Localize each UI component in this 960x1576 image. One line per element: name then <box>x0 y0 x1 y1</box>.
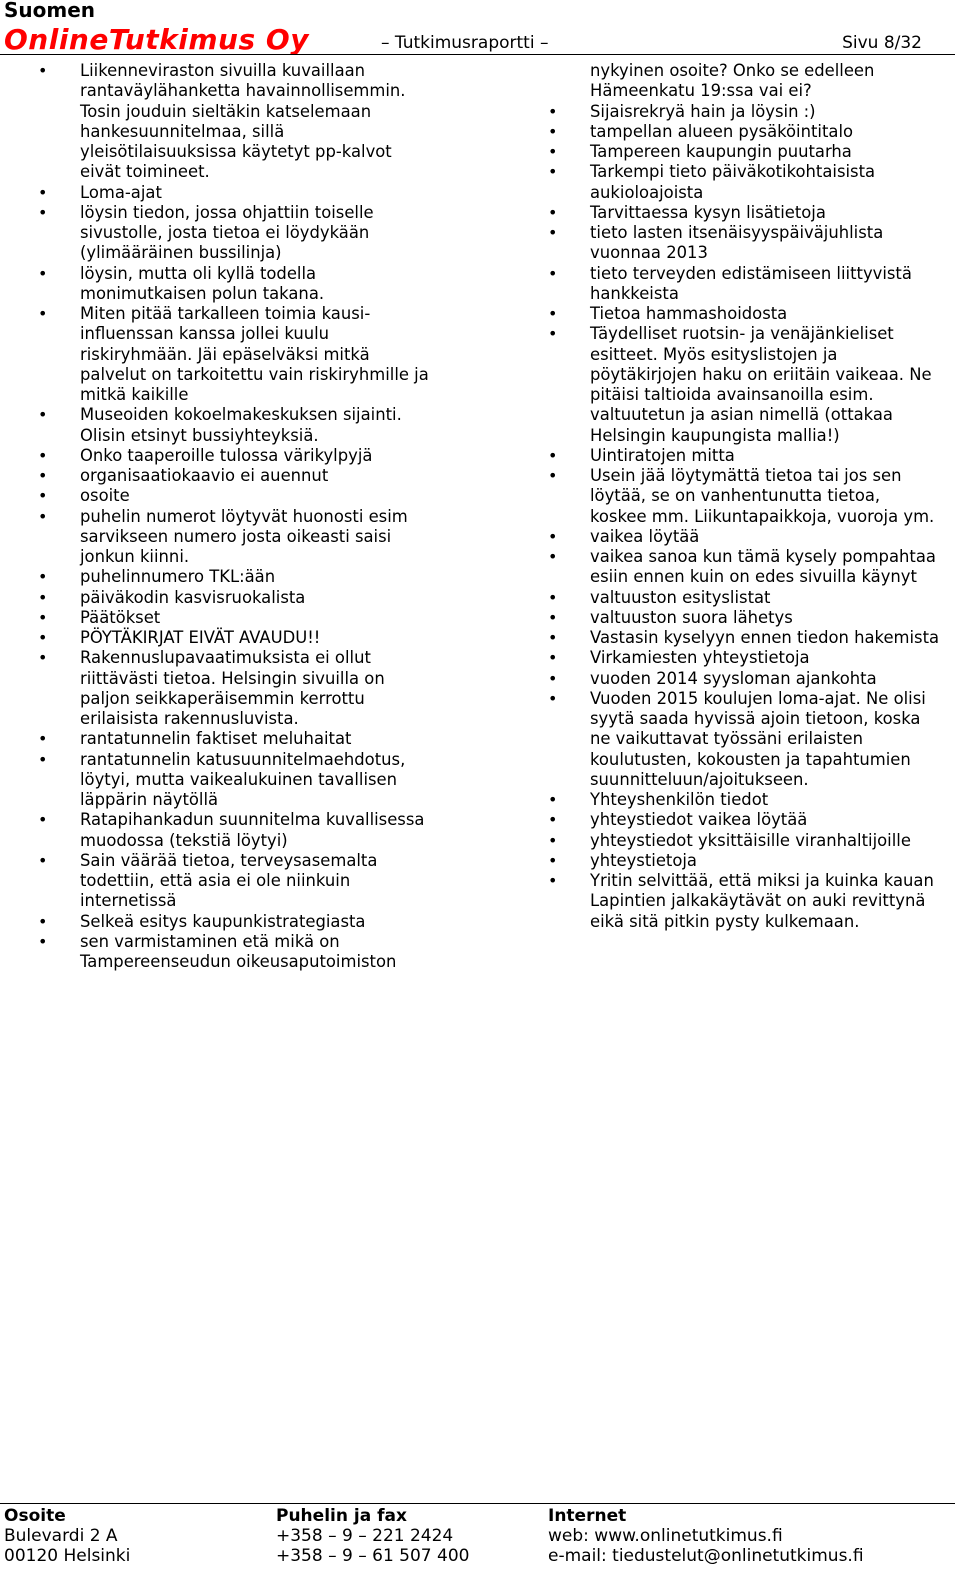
list-item-text-line: Tietoa hammashoidosta <box>590 304 788 323</box>
list-item <box>510 608 960 628</box>
list-item <box>510 689 960 790</box>
list-item-text-line: Yhteyshenkilön tiedot <box>590 790 769 809</box>
bullet-icon: • <box>38 628 48 647</box>
bullet-icon: • <box>548 810 558 830</box>
bullet-icon: • <box>548 790 558 809</box>
footer-email-link[interactable]: e-mail: tiedustelut@onlinetutkimus.fi <box>548 1546 864 1566</box>
list-item <box>0 567 480 587</box>
list-item <box>0 304 480 405</box>
list-item-text-line: Yritin selvittää, että miksi ja kuinka kauan <box>590 871 934 890</box>
list-item <box>0 750 480 811</box>
footer-address-heading: Osoite <box>4 1506 66 1526</box>
list-item-text-line: päiväkodin kasvisruokalista <box>80 587 306 607</box>
list-item <box>0 183 480 203</box>
list-item <box>510 669 960 689</box>
bullet-icon: • <box>548 445 558 465</box>
list-item-text-line: Tampereenseudun oikeusaputoimiston <box>80 952 397 971</box>
list-item-text-line: todettiin, että asia ei ole niinkuin <box>80 871 351 890</box>
list-item <box>510 162 960 203</box>
footer-internet <box>548 1506 864 1566</box>
bullet-icon: • <box>38 749 48 769</box>
list-item-text-line: (ylimääräinen bussilinja) <box>80 243 282 263</box>
bullet-icon: • <box>38 182 48 202</box>
list-item <box>0 932 480 973</box>
list-item-text-line: vaikea löytää <box>590 526 700 546</box>
list-item <box>510 446 960 466</box>
list-item-text-line: syytä saada hyvissä ajoin tietoon, koska <box>590 709 921 728</box>
bullet-icon: • <box>38 263 48 283</box>
bullet-icon: • <box>548 830 558 850</box>
bullet-icon: • <box>38 931 48 951</box>
bullet-icon: • <box>38 466 48 485</box>
list-item <box>510 324 960 446</box>
list-item-text-line: sen varmistaminen etä mikä on <box>80 931 340 951</box>
footer-phone-line: +358 – 9 – 221 2424 <box>276 1526 454 1546</box>
list-item-text-line: Loma-ajat <box>80 182 162 202</box>
list-item-text-line: Päätökset <box>80 607 161 627</box>
list-item <box>510 831 960 851</box>
list-item-text-line: sarvikseen numero josta oikeasti saisi <box>80 526 392 546</box>
list-item-text-line: valtuuston suora lähetys <box>590 607 793 627</box>
list-item-text-line: puhelinnumero TKL:ään <box>80 567 276 587</box>
footer-phone-heading: Puhelin ja fax <box>276 1506 407 1526</box>
list-item-text-line: tieto terveyden edistämiseen liittyvistä <box>590 263 912 283</box>
list-item <box>510 588 960 608</box>
list-item-text-line: tieto lasten itsenäisyyspäiväjuhlista <box>590 223 884 242</box>
list-item-text-line: esiin ennen kuin on edes sivuilla käynyt <box>590 567 917 587</box>
list-item-text-line: vuoden 2014 syysloman ajankohta <box>590 668 877 688</box>
list-item-text-line: Miten pitää tarkalleen toimia kausi- <box>80 304 371 323</box>
list-item <box>510 304 960 324</box>
list-item-text-line: rantatunnelin faktiset meluhaitat <box>80 729 352 749</box>
bullet-icon: • <box>38 202 48 222</box>
list-item <box>510 122 960 142</box>
bullet-icon: • <box>38 607 48 627</box>
list-item <box>0 851 480 912</box>
list-item <box>0 912 480 932</box>
list-item-text-line: Vuoden 2015 koulujen loma-ajat. Ne olisi <box>590 688 926 708</box>
list-item-text-line: suunnitteluun/ajoitukseen. <box>590 769 809 789</box>
bullet-icon: • <box>548 871 558 890</box>
list-item-text-line: Sain väärää tietoa, terveysasemalta <box>80 850 378 870</box>
bullet-icon: • <box>548 162 558 182</box>
list-item-text-line: Onko taaperoille tulossa värikylpyjä <box>80 445 373 465</box>
list-item <box>0 446 480 466</box>
bullet-icon: • <box>38 304 48 323</box>
list-item-text-line: yleisötilaisuuksissa käytetyt pp-kalvot <box>80 142 392 161</box>
list-item-text-line: sivustolle, josta tietoa ei löydykään <box>80 223 370 242</box>
list-item-text-line: hankesuunnitelmaa, sillä <box>80 121 285 141</box>
list-item-text-line: PÖYTÄKIRJAT EIVÄT AVAUDU!! <box>80 628 321 647</box>
bullet-icon: • <box>548 850 558 870</box>
list-item-text-line: Tampereen kaupungin puutarha <box>590 142 852 161</box>
list-item <box>0 61 480 183</box>
list-item-text-line: yhteystietoja <box>590 850 697 870</box>
list-item <box>510 527 960 547</box>
list-item <box>0 810 480 851</box>
list-item-text-line: pitäisi taltioida avainsanoilla esim. <box>590 385 874 404</box>
list-item-text-line: Sijaisrekryä hain ja löysin :) <box>590 101 816 121</box>
list-item-text-line: Virkamiesten yhteystietoja <box>590 648 810 668</box>
list-item-text-line: vaikea sanoa kun tämä kysely pompahtaa <box>590 547 936 566</box>
bullet-icon: • <box>38 648 48 668</box>
list-item-text-line: paljon seikkaperäisemmin kerrottu <box>80 688 365 708</box>
bullet-icon: • <box>38 405 48 425</box>
list-item-text-line: mitkä kaikille <box>80 385 189 404</box>
list-item <box>510 810 960 830</box>
list-item-text-line: esitteet. Myös esityslistojen ja <box>590 344 838 364</box>
list-item-text-line: Lapintien jalkakäytävät on auki revittynä <box>590 891 926 911</box>
bullet-icon: • <box>38 810 48 830</box>
footer-address <box>4 1506 130 1566</box>
list-item-text-line: vuonnaa 2013 <box>590 243 708 263</box>
bullet-icon: • <box>38 506 48 526</box>
list-item-text-line: Ratapihankadun suunnitelma kuvallisessa <box>80 810 425 830</box>
list-item-text-line: palvelut on tarkoitettu vain riskiryhmille ja <box>80 364 429 384</box>
list-item-text-line: koskee mm. Liikuntapaikkoja, vuoroja ym. <box>590 506 935 526</box>
report-title: – Tutkimusraportti – <box>381 33 549 53</box>
list-item <box>0 588 480 608</box>
bullet-icon: • <box>38 850 48 870</box>
list-item-text-line: internetissä <box>80 891 177 911</box>
list-item-text-line: Tarvittaessa kysyn lisätietoja <box>590 202 826 222</box>
list-item <box>510 547 960 588</box>
list-item <box>0 405 480 446</box>
company-brand-logo: OnlineTutkimus Oy <box>4 23 309 56</box>
bullet-icon: • <box>548 607 558 627</box>
list-item-text-line: muodossa (tekstiä löytyi) <box>80 830 288 850</box>
list-item-text-line: Rakennuslupavaatimuksista ei ollut <box>80 648 371 668</box>
footer-web-link[interactable]: web: www.onlinetutkimus.fi <box>548 1526 783 1546</box>
list-item-text-line: monimutkaisen polun takana. <box>80 283 325 303</box>
bullet-icon: • <box>38 486 48 506</box>
list-item-text-line: tampellan alueen pysäköintitalo <box>590 121 854 141</box>
list-item-text-line: löysin, mutta oli kyllä todella <box>80 263 317 283</box>
list-item-text-line: löytää, se on vanhentunutta tietoa, <box>590 486 881 506</box>
bullet-icon: • <box>548 324 558 344</box>
header-divider <box>0 54 955 55</box>
bullet-icon: • <box>548 142 558 161</box>
list-item-text-line: hankkeista <box>590 283 679 303</box>
continuation-line: nykyinen osoite? Onko se edelleen <box>590 61 875 80</box>
bullet-icon: • <box>548 466 558 485</box>
continuation-line: Hämeenkatu 19:ssa vai ei? <box>590 81 812 101</box>
left-column-bullet-list <box>0 61 480 972</box>
bullet-icon: • <box>38 567 48 587</box>
list-item <box>0 648 480 729</box>
bullet-icon: • <box>38 587 48 607</box>
company-name-line: Suomen <box>4 0 96 22</box>
list-item-text-line: influenssan kanssa jollei kuulu <box>80 324 330 344</box>
bullet-icon: • <box>548 101 558 121</box>
right-column-bullet-list <box>510 61 960 932</box>
bullet-icon: • <box>38 445 48 465</box>
list-item-text-line: valtuuston esityslistat <box>590 587 771 607</box>
list-item <box>510 466 960 527</box>
list-item-text-line: läppärin näytöllä <box>80 790 219 809</box>
list-item <box>0 264 480 305</box>
bullet-icon: • <box>548 668 558 688</box>
list-item-text-line: Museoiden kokoelmakeskuksen sijainti. <box>80 405 402 425</box>
list-item <box>510 142 960 162</box>
list-item-text-line: eikä sitä pitkin pysty kulkemaan. <box>590 911 860 931</box>
list-item <box>510 264 960 305</box>
footer-phone <box>276 1506 469 1566</box>
bullet-icon: • <box>548 304 558 323</box>
list-item-text-line: yhteystiedot vaikea löytää <box>590 810 808 830</box>
bullet-icon: • <box>548 648 558 668</box>
list-item <box>510 628 960 648</box>
list-item-text-line: Usein jää löytymättä tietoa tai jos sen <box>590 466 902 485</box>
bullet-icon: • <box>38 729 48 749</box>
bullet-icon: • <box>548 688 558 708</box>
list-item-text-line: puhelin numerot löytyvät huonosti esim <box>80 506 408 526</box>
list-item-text-line: valtuutetun ja asian nimellä (ottakaa <box>590 405 893 425</box>
list-item <box>510 203 960 223</box>
list-item <box>510 223 960 264</box>
list-item <box>0 203 480 264</box>
list-item <box>510 648 960 668</box>
bullet-icon: • <box>548 526 558 546</box>
list-item-text-line: pöytäkirjojen haku on eriitäin vaikeaa. Ne <box>590 364 932 384</box>
list-item <box>510 790 960 810</box>
list-item <box>0 608 480 628</box>
bullet-icon: • <box>38 61 48 80</box>
list-item-text-line: jonkun kiinni. <box>80 547 190 566</box>
list-item-text-line: koulutusten, kokousten ja tapahtumien <box>590 749 911 769</box>
list-item-text-line: ne vaikuttavat työssäni erilaisten <box>590 729 864 749</box>
list-item-text-line: aukioloajoista <box>590 182 704 202</box>
list-item-text-line: löytyi, mutta vaikealukuinen tavallisen <box>80 769 398 789</box>
bullet-icon: • <box>548 587 558 607</box>
list-item <box>0 466 480 486</box>
list-item-text-line: yhteystiedot yksittäisille viranhaltijoille <box>590 830 911 850</box>
list-item <box>0 628 480 648</box>
list-item-text-line: Tosin jouduin sieltäkin katselemaan <box>80 101 372 121</box>
footer-address-line: 00120 Helsinki <box>4 1546 131 1566</box>
list-item-text-line: erilaisista rakennusluvista. <box>80 709 299 728</box>
list-item-text-line: riittävästi tietoa. Helsingin sivuilla on <box>80 668 385 688</box>
list-item <box>0 507 480 568</box>
list-item-text-line: riskiryhmään. Jäi epäselväksi mitkä <box>80 344 370 364</box>
bullet-icon: • <box>548 263 558 283</box>
list-item-text-line: rantaväylähanketta havainnollisemmin. <box>80 81 406 101</box>
bullet-icon: • <box>548 223 558 242</box>
list-item-text-line: rantatunnelin katusuunnitelmaehdotus, <box>80 749 406 769</box>
footer-fax-line: +358 – 9 – 61 507 400 <box>276 1546 470 1566</box>
footer-address-line: Bulevardi 2 A <box>4 1526 118 1546</box>
list-item-text-line: Selkeä esitys kaupunkistrategiasta <box>80 911 366 931</box>
list-item-text-line: Tarkempi tieto päiväkotikohtaisista <box>590 162 876 182</box>
list-item-text-line: Liikenneviraston sivuilla kuvaillaan <box>80 61 366 80</box>
list-item-text-line: Uintiratojen mitta <box>590 445 735 465</box>
list-item-text-line: organisaatiokaavio ei auennut <box>80 466 329 485</box>
bullet-icon: • <box>38 911 48 931</box>
list-item-text-line: Olisin etsinyt bussiyhteyksiä. <box>80 425 319 445</box>
bullet-icon: • <box>548 628 558 647</box>
list-item-text-line: löysin tiedon, jossa ohjattiin toiselle <box>80 202 374 222</box>
list-item <box>510 851 960 871</box>
list-item-text-line: Täydelliset ruotsin- ja venäjänkieliset <box>590 324 894 344</box>
bullet-icon: • <box>548 121 558 141</box>
list-item <box>0 729 480 749</box>
bullet-icon: • <box>548 547 558 566</box>
list-item-text-line: eivät toimineet. <box>80 162 210 182</box>
bullet-icon: • <box>548 202 558 222</box>
page-number: Sivu 8/32 <box>842 33 922 53</box>
footer-internet-heading: Internet <box>548 1506 627 1526</box>
list-item-text-line: osoite <box>80 486 130 506</box>
list-item-text-line: Vastasin kyselyyn ennen tiedon hakemista <box>590 628 940 647</box>
footer-divider <box>0 1503 955 1504</box>
list-item <box>510 871 960 932</box>
list-item-text-line: Helsingin kaupungista mallia!) <box>590 425 840 445</box>
list-item <box>0 486 480 506</box>
list-item <box>510 102 960 122</box>
